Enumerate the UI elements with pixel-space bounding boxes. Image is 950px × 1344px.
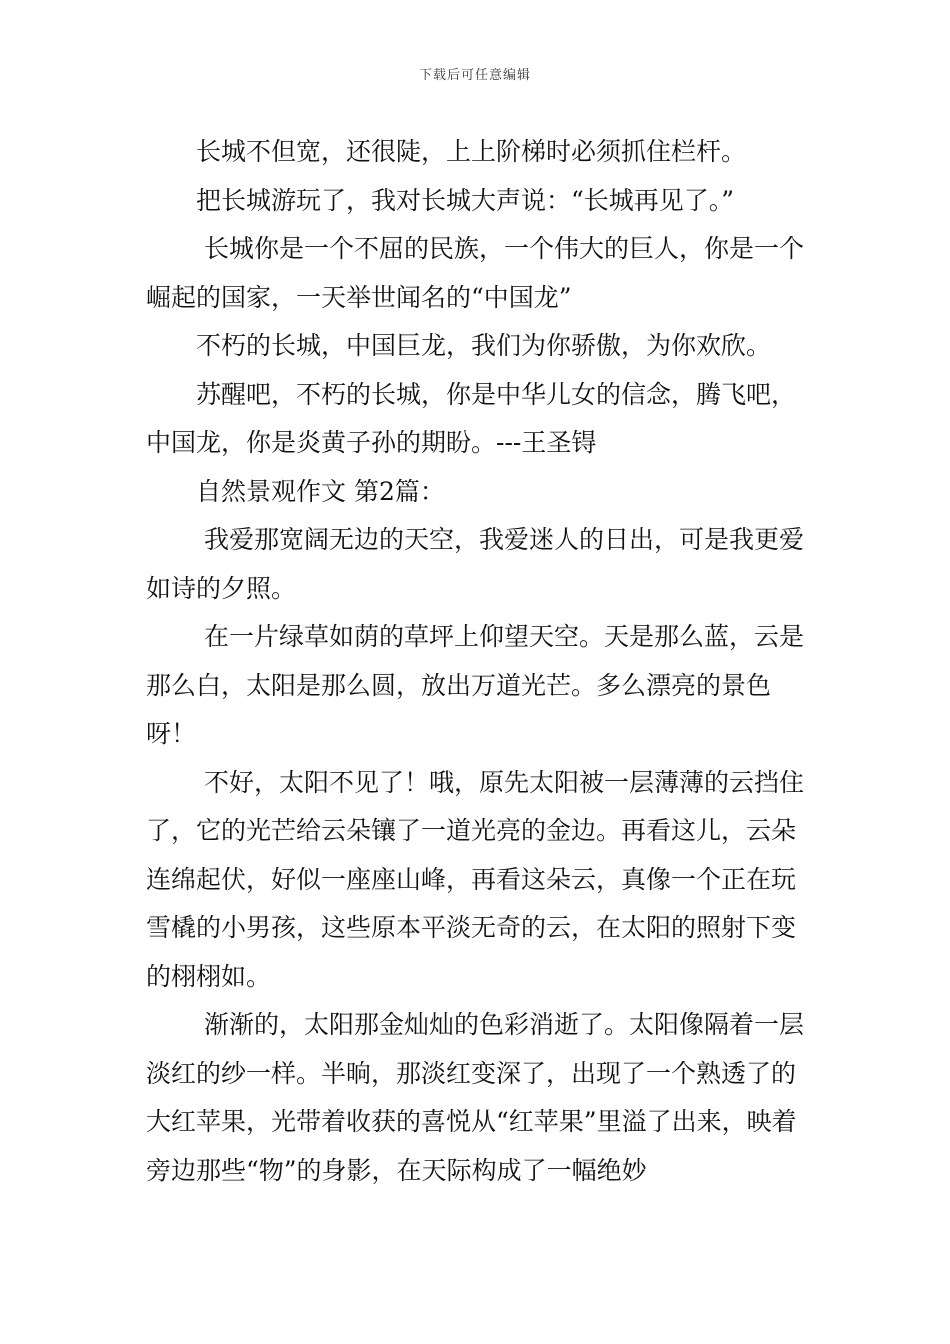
page-header-note: 下载后可任意编辑 (418, 68, 531, 83)
paragraph: 苏醒吧，不朽的长城，你是中华儿女的信念，腾飞吧，中国龙，你是炎黄子孙的期盼。---王圣锝 (146, 379, 797, 457)
paragraph: 不朽的长城，中国巨龙，我们为你骄傲，为你欢欣。 (196, 331, 772, 360)
paragraph: 在一片绿草如荫的草坪上仰望天空。天是那么蓝，云是那么白，太阳是那么圆，放出万道光芒。多么漂亮的景色呀！ (146, 622, 804, 748)
paragraph: 渐渐的，太阳那金灿灿的色彩消逝了。太阳像隔着一层淡红的纱一样。半晌，那淡红变深了，出现了一个熟透了的大红苹果，光带着收获的喜悦从“红苹果”里溢了出来，映着旁边那些“物”的身影，在天际构成了一幅绝妙 (146, 1010, 804, 1185)
section-heading: 自然景观作文 第2篇： (196, 476, 445, 506)
paragraph: 不好，太阳不见了！哦，原先太阳被一层薄薄的云挡住了，它的光芒给云朵镶了一道光亮的金边。再看这儿，云朵连绵起伏，好似一座座山峰，再看这朵云，真像一个正在玩雪橇的小男孩，这些原本平淡无奇的云，在太阳的照射下变的栩栩如。 (146, 767, 804, 991)
paragraph: 我爱那宽阔无边的天空，我爱迷人的日出，可是我更爱如诗的夕照。 (146, 525, 804, 603)
paragraph: 把长城游玩了，我对长城大声说：“长城再见了。” (196, 185, 735, 215)
paragraph: 长城不但宽，还很陡，上上阶梯时必须抓住栏杆。 (196, 137, 747, 166)
document-body (146, 128, 814, 1195)
paragraph: 长城你是一个不屈的民族，一个伟大的巨人，你是一个崛起的国家，一天举世闻名的“中国龙” (146, 234, 804, 312)
